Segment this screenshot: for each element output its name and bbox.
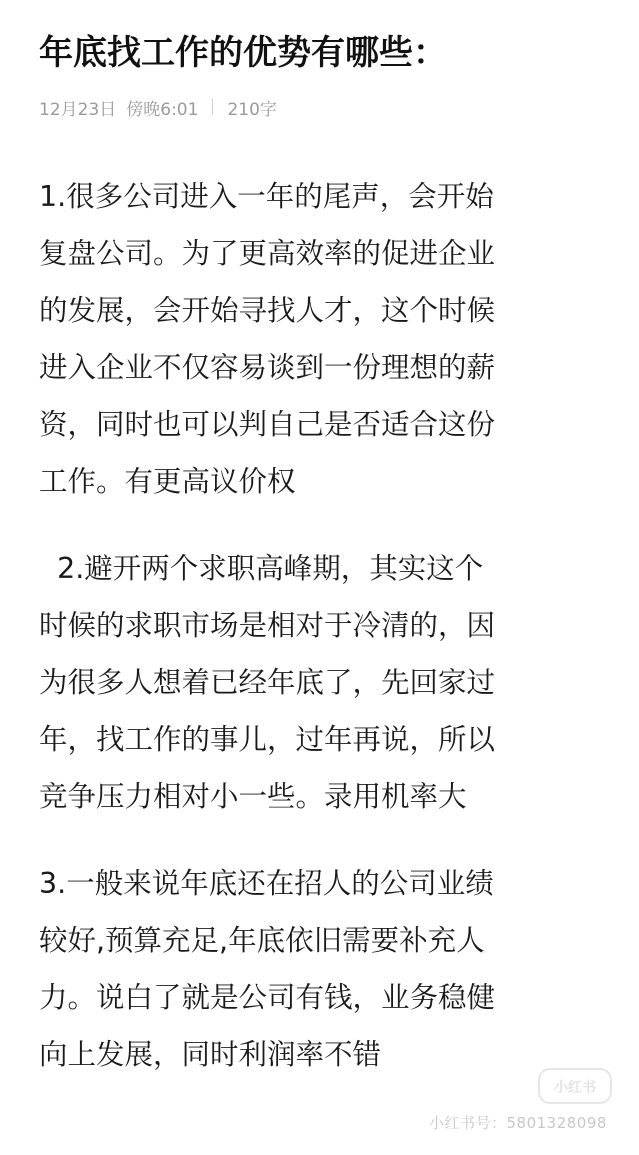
note-time: 傍晚6:01: [126, 99, 199, 120]
text-line: 2.避开两个求职高峰期，其实这个: [39, 552, 484, 585]
text-line: 较好,预算充足,年底依旧需要补充人: [39, 924, 485, 957]
text-line: 力。说白了就是公司有钱，业务稳健: [39, 981, 496, 1014]
paragraph-3: [39, 855, 609, 1083]
paragraph-2: [39, 540, 609, 825]
text-line: 的发展，会开始寻找人才，这个时候: [39, 294, 496, 327]
text-line: 复盘公司。为了更高效率的促进企业: [39, 237, 496, 270]
text-line: 时候的求职市场是相对于冷清的，因: [39, 609, 496, 642]
text-line: 向上发展，同时利润率不错: [39, 1038, 382, 1071]
text-line: 3.一般来说年底还在招人的公司业绩: [39, 867, 494, 900]
watermark-logo: 小红书: [538, 1068, 612, 1104]
watermark-id: 小红书号：5801328098: [429, 1114, 607, 1132]
text-line: 资，同时也可以判自己是否适合这份: [39, 408, 496, 441]
note-date: 12月23日: [39, 99, 117, 120]
text-line: 工作。有更高议价权: [39, 465, 296, 498]
text-line: 进入企业不仅容易谈到一份理想的薪: [39, 351, 496, 384]
text-line: 年，找工作的事儿，过年再说，所以: [39, 723, 496, 756]
note-title: 年底找工作的优势有哪些：: [39, 33, 447, 73]
text-line: 竞争压力相对小一些。录用机率大: [39, 780, 467, 813]
note-meta: [39, 94, 277, 120]
meta-divider: [212, 99, 213, 115]
note-body: [39, 168, 609, 1113]
text-line: 1.很多公司进入一年的尾声，会开始: [39, 180, 494, 213]
paragraph-1: [39, 168, 609, 510]
text-line: 为很多人想着已经年底了，先回家过: [39, 666, 496, 699]
word-count: 210字: [227, 99, 277, 120]
